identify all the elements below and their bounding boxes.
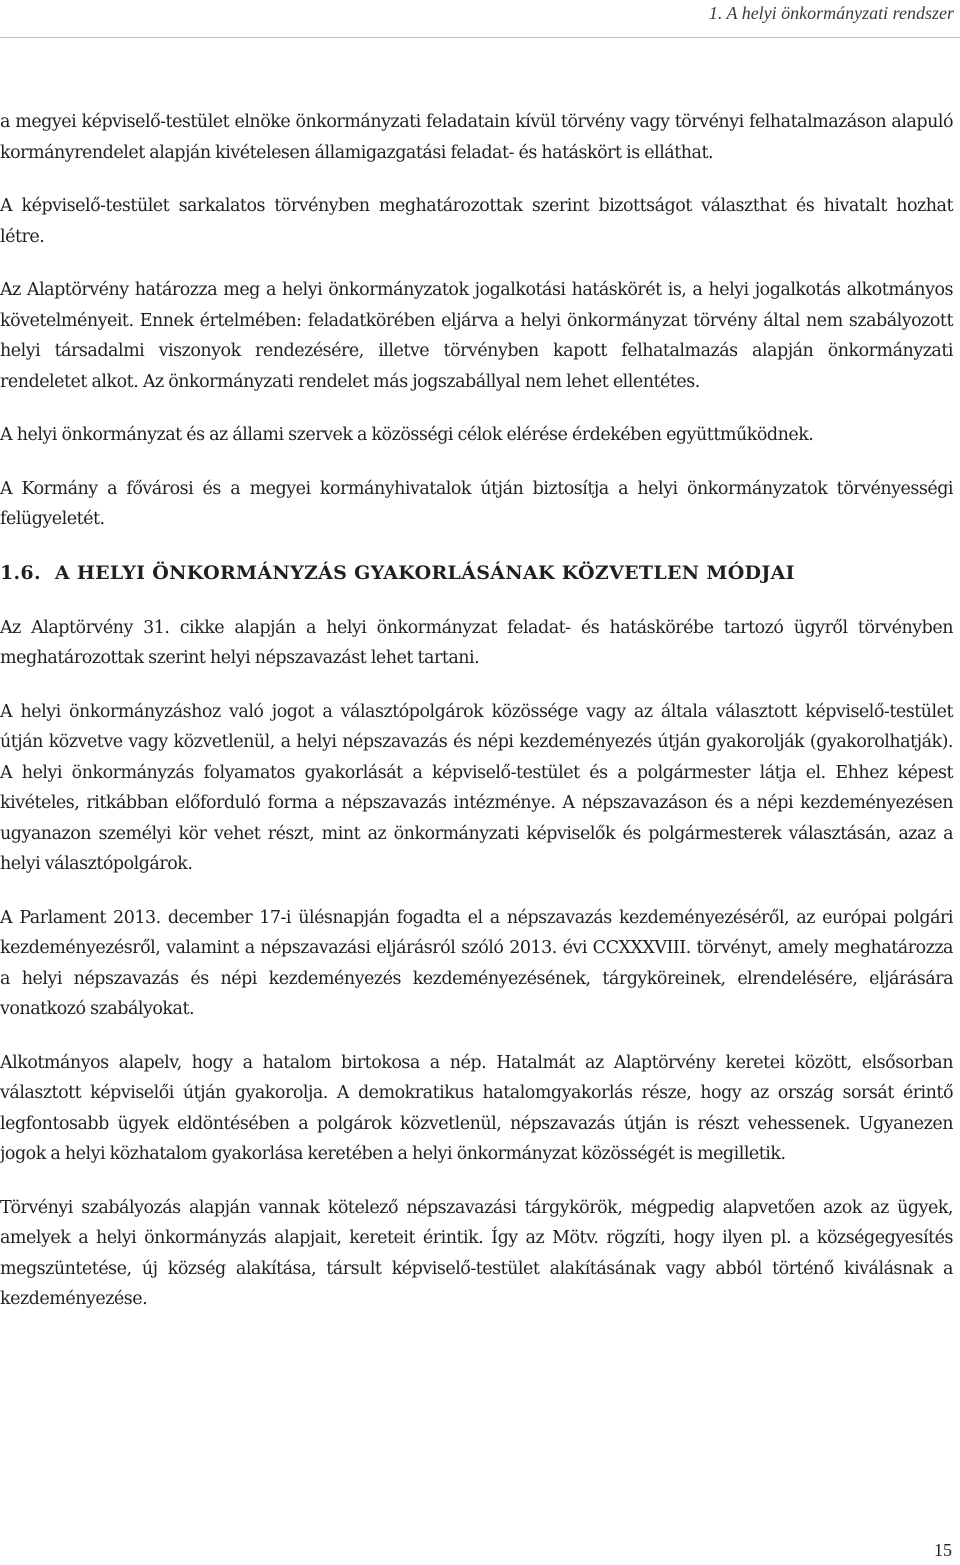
body-paragraph: A képviselő-testület sarkalatos törvényben meghatározottak szerint bizottságot választhat és hivatalt hozhat létre. <box>0 196 953 247</box>
body-paragraph: Törvényi szabályozás alapján vannak kötelező népszavazási tárgykörök, mégpedig alapvetően azok az ügyek, amelyek a helyi önkormányzás alapjait, kereteit érintik. Így az Mötv. rögzíti, hogy ilyen pl. a községegyesítés megszüntetése, új község alakítása, társult képviselő-testület alakításának vagy abból történő kiválásnak a kezdeményezése. <box>0 1197 953 1309</box>
section-number: 1.6. <box>0 561 41 584</box>
section-heading <box>0 558 953 588</box>
body-paragraph: Az Alaptörvény 31. cikke alapján a helyi önkormányzat feladat- és hatáskörébe tartozó ügyről törvényben meghatározottak szerint helyi népszavazást lehet tartani. <box>0 617 953 668</box>
body-paragraph: A Kormány a fővárosi és a megyei kormányhivatalok útján biztosítja a helyi önkormányzatok törvényességi felügyeletét. <box>0 478 953 529</box>
body-paragraph: A Parlament 2013. december 17-i ülésnapján fogadta el a népszavazás kezdeményezéséről, az európai polgári kezdeményezésről, valamint a népszavazási eljárásról szóló 2013. évi CCXXXVIII. törvényt, amely meghatározza a helyi népszavazás és népi kezdeményezés kezdeményezésének, tárgyköreinek, elrendelésére, eljárására vonatkozó szabályokat. <box>0 907 953 1019</box>
body-paragraph: Az Alaptörvény határozza meg a helyi önkormányzatok jogalkotási hatáskörét is, a helyi jogalkotás alkotmányos követelményeit. Ennek értelmében: feladatkörében eljárva a helyi önkormányzat törvény által nem szabályozott helyi társadalmi viszonyok rendezésére, illetve törvényben kapott felhatalmazás alapján önkormányzati rendeletet alkot. Az önkormányzati rendelet más jogszabállyal nem lehet ellentétes. <box>0 280 953 392</box>
body-paragraph: Alkotmányos alapelv, hogy a hatalom birtokosa a nép. Hatalmát az Alaptörvény keretei között, elsősorban választott képviselői útján gyakorolja. A demokratikus hatalomgyakorlás része, hogy az ország sorsát érintő legfontosabb ügyek eldöntésében a polgárok közvetlenül, népszavazás útján is részt vehessenek. Ugyanezen jogok a helyi közhatalom gyakorlása keretében a helyi önkormányzat közösségét is megilletik. <box>0 1052 953 1164</box>
section-title: A HELYI ÖNKORMÁNYZÁS GYAKORLÁSÁNAK KÖZVETLEN MÓDJAI <box>54 561 795 584</box>
page-content <box>0 107 953 1338</box>
header-divider <box>0 37 960 38</box>
body-paragraph: A helyi önkormányzáshoz való jogot a választópolgárok közössége vagy az általa választott képviselő-testület útján közvetve vagy közvetlenül, a helyi népszavazás és népi kezdeményezés útján gyakorolják (gyakorolhatják). A helyi önkormányzás folyamatos gyakorlását a képviselő-testület és a polgármester látja el. Ehhez képest kivételes, ritkábban előforduló forma a népszavazás intézménye. A népszavazáson és a népi kezdeményezésen ugyanazon személyi kör vehet részt, mint az önkormányzati képviselők és polgármesterek választásán, azaz a helyi választópolgárok. <box>0 701 953 874</box>
body-paragraph: a megyei képviselő-testület elnöke önkormányzati feladatain kívül törvény vagy törvényi felhatalmazáson alapuló kormányrendelet alapján kivételesen államigazgatási feladat- és hatáskört is elláthat. <box>0 112 953 163</box>
page-number: 15 <box>934 1540 952 1560</box>
body-paragraph: A helyi önkormányzat és az állami szervek a közösségi célok elérése érdekében együttműködnek. <box>0 425 814 445</box>
running-header: 1. A helyi önkormányzati rendszer <box>708 3 954 23</box>
